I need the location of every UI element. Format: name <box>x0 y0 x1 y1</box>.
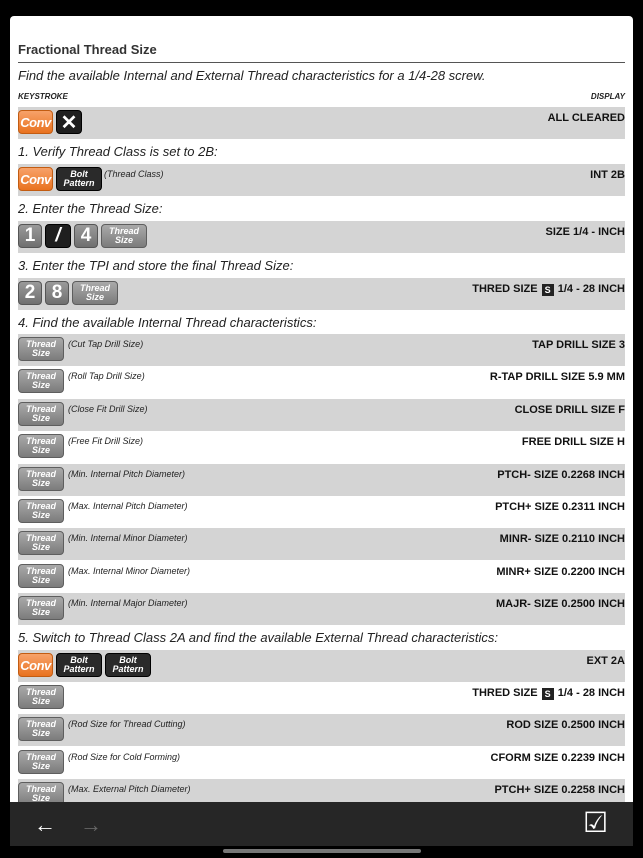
thread-size-key[interactable]: Thread Size <box>18 467 64 491</box>
row-free-drill <box>18 431 625 463</box>
conv-key[interactable]: Conv <box>18 167 53 191</box>
row-size <box>18 221 625 253</box>
display-value: PTCH- SIZE 0.2268 INCH <box>497 469 625 481</box>
display-value: EXT 2A <box>586 655 625 667</box>
display-value: CLOSE DRILL SIZE F <box>514 404 625 416</box>
display-value: FREE DRILL SIZE H <box>521 436 625 448</box>
row-major-min <box>18 593 625 625</box>
bolt-pattern-key[interactable]: Bolt Pattern <box>56 167 102 191</box>
digit-1-key[interactable]: 1 <box>18 224 42 248</box>
bottom-toolbar <box>10 802 633 846</box>
thread-size-key[interactable]: Thread Size <box>18 717 64 741</box>
thread-size-key[interactable]: Thread Size <box>18 685 64 709</box>
row-close-drill <box>18 399 625 431</box>
row-thread-stored <box>18 278 625 310</box>
row-cform-size <box>18 747 625 779</box>
thread-size-key[interactable]: Thread Size <box>18 782 64 802</box>
digit-4-key[interactable]: 4 <box>74 224 98 248</box>
thread-size-key[interactable]: Thread Size <box>72 281 118 305</box>
keystroke-note: (Max. Internal Pitch Diameter) <box>68 501 188 511</box>
digit-8-key[interactable]: 8 <box>45 281 69 305</box>
display-value: INT 2B <box>590 169 625 181</box>
row-minor-min <box>18 528 625 560</box>
title-divider <box>18 62 625 63</box>
keystroke-note: (Close Fit Drill Size) <box>68 404 148 414</box>
display-value: MINR- SIZE 0.2110 INCH <box>499 533 625 545</box>
thread-size-key[interactable]: Thread Size <box>18 564 64 588</box>
page-title: Fractional Thread Size <box>18 42 157 57</box>
conv-key[interactable]: Conv <box>18 110 53 134</box>
row-pitch-min <box>18 464 625 496</box>
fraction-key[interactable]: / <box>45 224 71 248</box>
thread-size-key[interactable]: Thread Size <box>18 369 64 393</box>
display-value: THRED SIZE S 1/4 - 28 INCH <box>472 687 625 699</box>
step-2: 2. Enter the Thread Size: <box>18 201 163 216</box>
bolt-pattern-key[interactable]: Bolt Pattern <box>105 653 151 677</box>
display-value: CFORM SIZE 0.2239 INCH <box>490 752 625 764</box>
keystroke-note: (Cut Tap Drill Size) <box>68 339 144 349</box>
thread-size-key[interactable]: Thread Size <box>18 531 64 555</box>
display-value: R-TAP DRILL SIZE 5.9 MM <box>489 371 625 383</box>
display-value: SIZE 1/4 - INCH <box>545 226 625 238</box>
step-5: 5. Switch to Thread Class 2A and find the available External Thread characteristics: <box>18 630 499 645</box>
display-value: MINR+ SIZE 0.2200 INCH <box>496 566 625 578</box>
thread-size-key[interactable]: Thread Size <box>101 224 147 248</box>
display-value: MAJR- SIZE 0.2500 INCH <box>496 598 625 610</box>
step-4: 4. Find the available Internal Thread characteristics: <box>18 315 317 330</box>
keystroke-note: (Rod Size for Thread Cutting) <box>68 719 186 729</box>
keystroke-note: (Rod Size for Cold Forming) <box>68 752 181 762</box>
step-3: 3. Enter the TPI and store the final Thread Size: <box>18 258 294 273</box>
keystroke-note: (Min. Internal Pitch Diameter) <box>68 469 186 479</box>
row-all-cleared <box>18 107 625 139</box>
display-value: TAP DRILL SIZE 3 <box>532 339 625 351</box>
done-checkbox-icon[interactable]: ☑ <box>583 807 609 838</box>
intro-text: Find the available Internal and External Thread characteristics for a 1/4-28 screw. <box>18 68 486 83</box>
home-indicator <box>223 849 421 853</box>
display-value: ALL CLEARED <box>547 112 625 124</box>
row-minor-max <box>18 561 625 593</box>
clear-key[interactable]: ✕ <box>56 110 82 134</box>
row-roll-tap-drill <box>18 366 625 398</box>
thread-size-key[interactable]: Thread Size <box>18 596 64 620</box>
conv-key[interactable]: Conv <box>18 653 53 677</box>
row-thread-class <box>18 164 625 196</box>
thread-size-key[interactable]: Thread Size <box>18 402 64 426</box>
row-thread-recall <box>18 682 625 714</box>
thread-size-key[interactable]: Thread Size <box>18 499 64 523</box>
row-rod-size <box>18 714 625 746</box>
bolt-pattern-key[interactable]: Bolt Pattern <box>56 653 102 677</box>
thread-size-key[interactable]: Thread Size <box>18 434 64 458</box>
digit-2-key[interactable]: 2 <box>18 281 42 305</box>
keystroke-note: (Roll Tap Drill Size) <box>68 371 145 381</box>
keystroke-note: (Thread Class) <box>104 169 164 179</box>
row-ext-pitch-max <box>18 779 625 802</box>
stored-indicator: S <box>542 688 554 700</box>
display-value: THRED SIZE S 1/4 - 28 INCH <box>472 283 625 295</box>
row-ext-class <box>18 650 625 682</box>
display-value: PTCH+ SIZE 0.2258 INCH <box>494 784 625 796</box>
step-1: 1. Verify Thread Class is set to 2B: <box>18 144 218 159</box>
back-arrow-icon[interactable]: ← <box>34 812 56 837</box>
thread-size-key[interactable]: Thread Size <box>18 337 64 361</box>
display-value: PTCH+ SIZE 0.2311 INCH <box>495 501 625 513</box>
stored-indicator: S <box>542 284 554 296</box>
forward-arrow-icon[interactable]: → <box>80 812 102 837</box>
row-pitch-max <box>18 496 625 528</box>
keystroke-note: (Max. Internal Minor Diameter) <box>68 566 191 576</box>
keystroke-note: (Max. External Pitch Diameter) <box>68 784 191 794</box>
instruction-page <box>10 16 633 802</box>
display-header: DISPLAY <box>590 92 625 101</box>
keystroke-header: KEYSTROKE <box>18 92 68 101</box>
row-tap-drill <box>18 334 625 366</box>
keystroke-note: (Free Fit Drill Size) <box>68 436 144 446</box>
thread-size-key[interactable]: Thread Size <box>18 750 64 774</box>
display-value: ROD SIZE 0.2500 INCH <box>506 719 625 731</box>
keystroke-note: (Min. Internal Major Diameter) <box>68 598 188 608</box>
keystroke-note: (Min. Internal Minor Diameter) <box>68 533 188 543</box>
